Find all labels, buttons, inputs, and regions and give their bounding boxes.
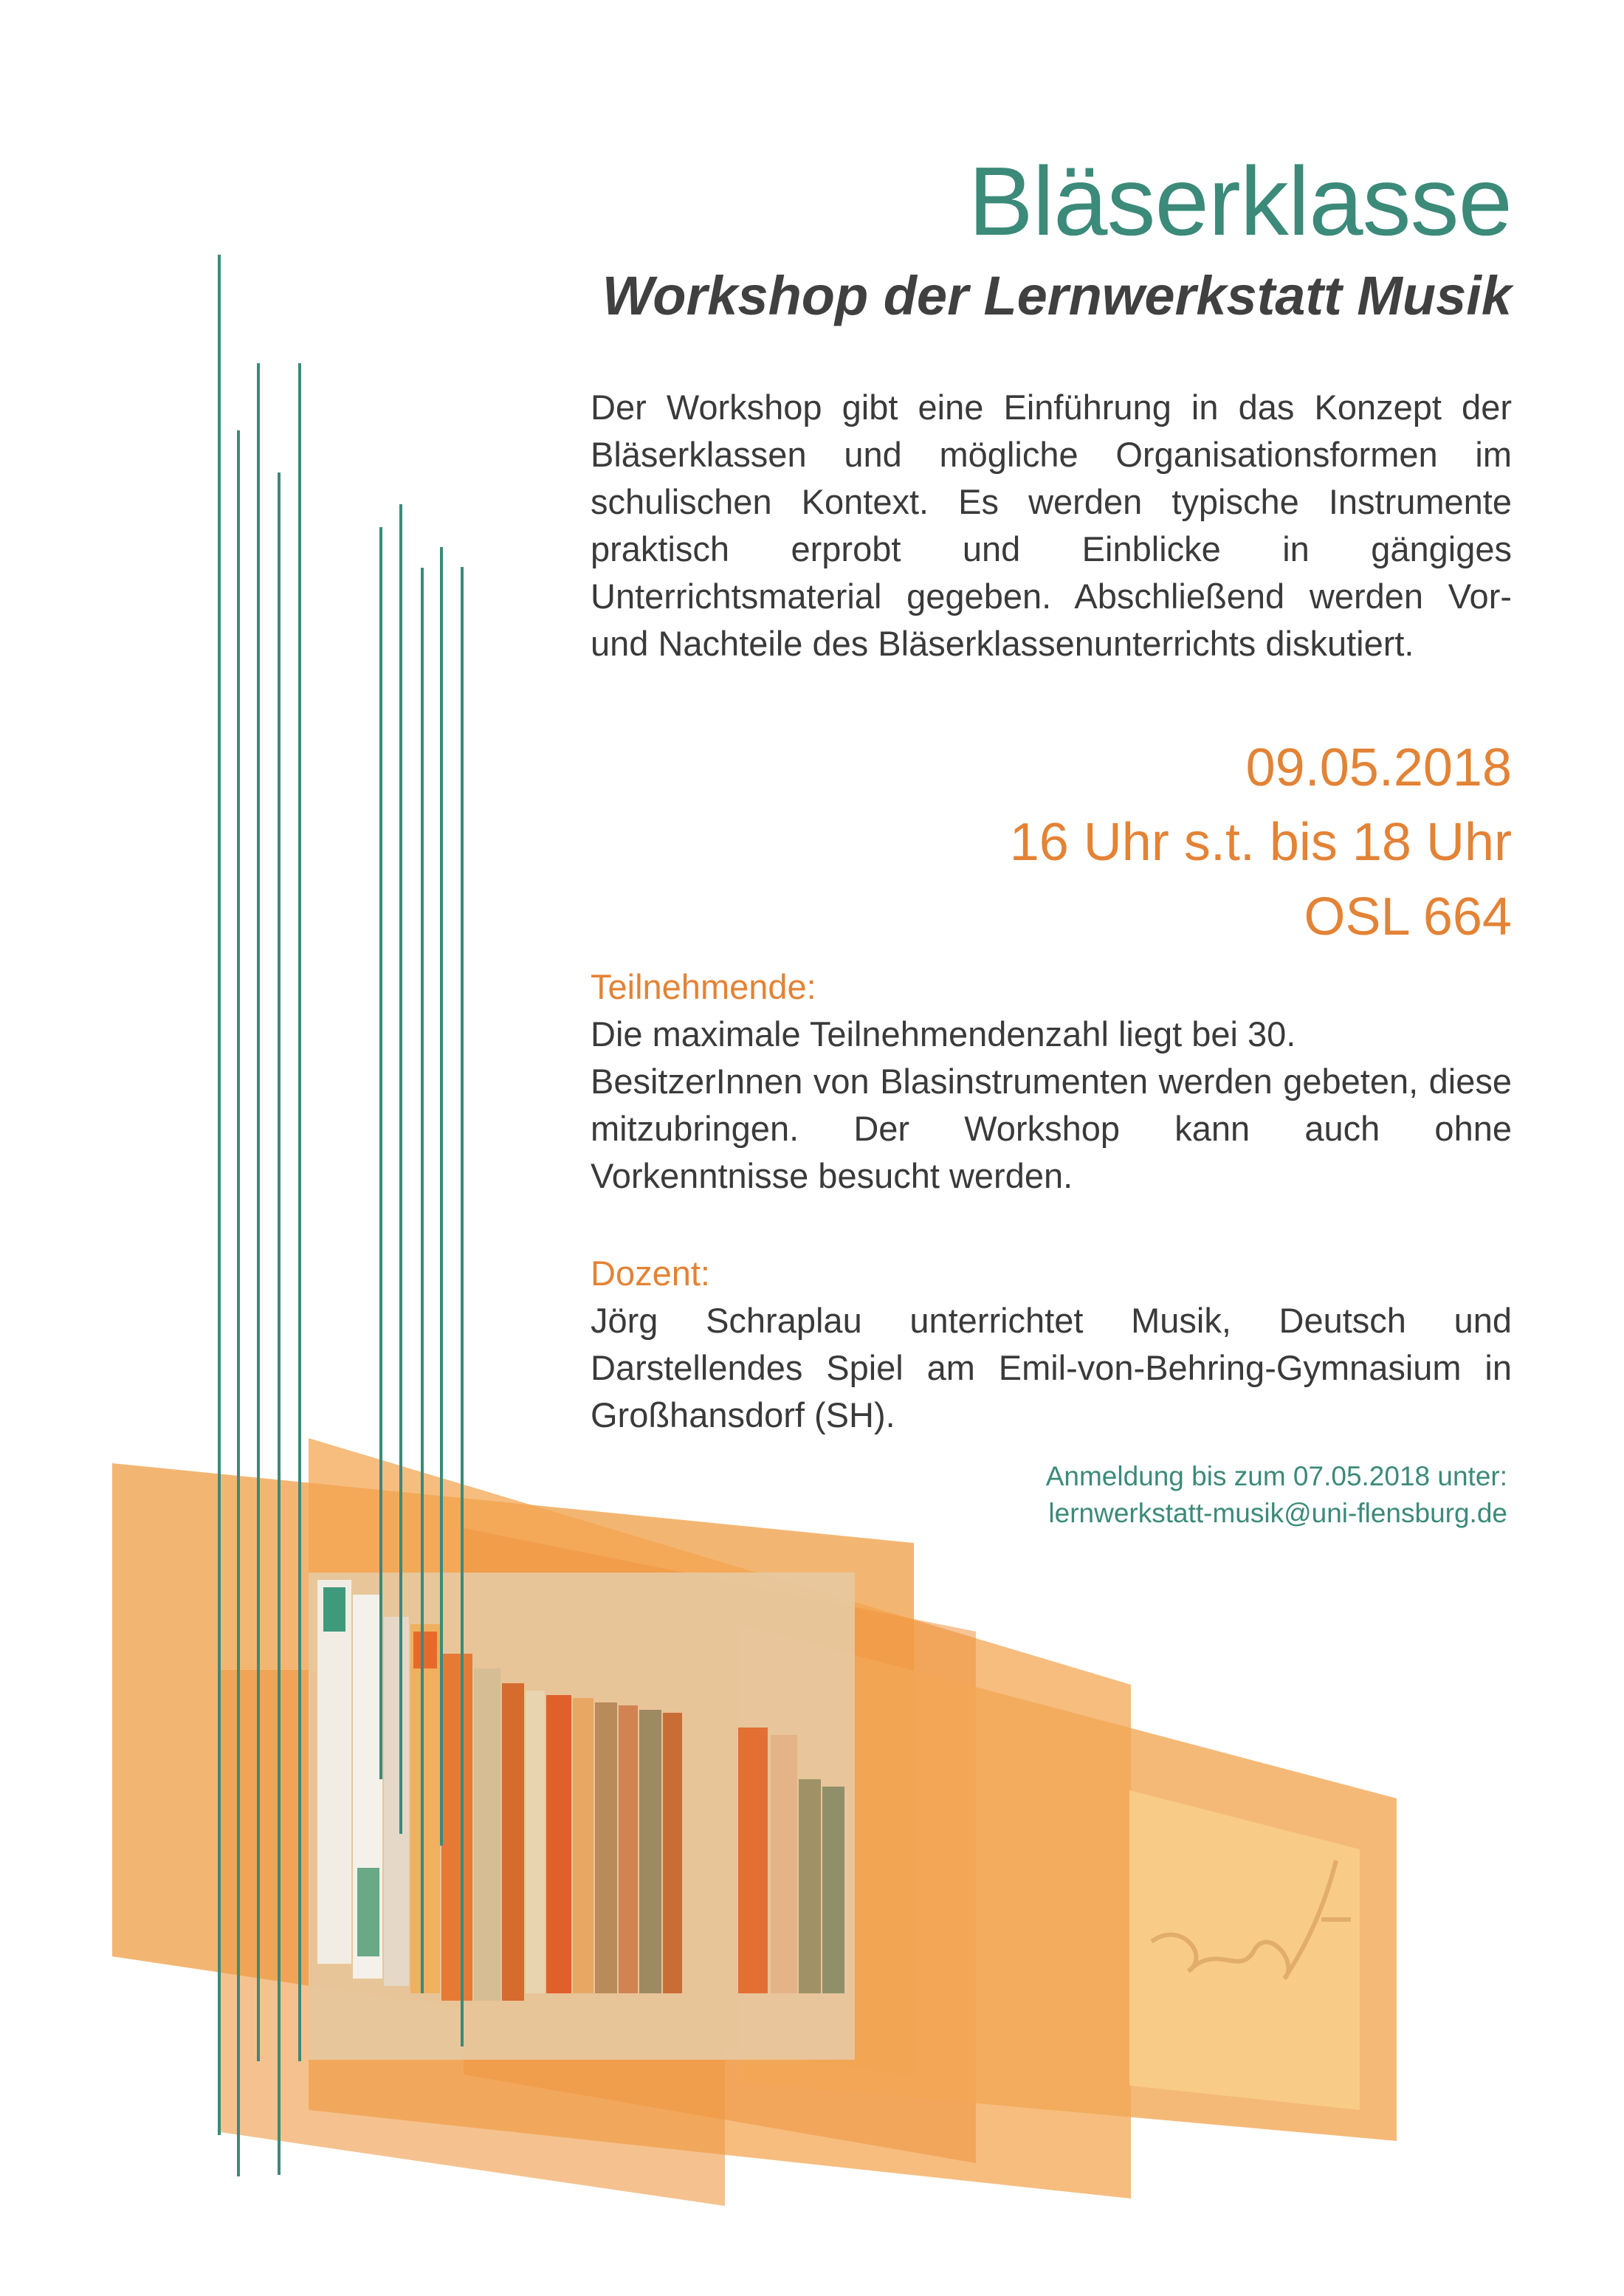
page-subtitle: Workshop der Lernwerkstatt Musik (602, 265, 1512, 326)
book-spine-accent (357, 1868, 379, 1956)
book-spine (573, 1698, 593, 1993)
lecturer-heading: Dozent: (591, 1254, 710, 1293)
book-spine (317, 1580, 351, 1964)
book-spine (526, 1691, 545, 1993)
participants-line-1: Die maximale Teilnehmendenzahl liegt bei 30. (591, 1014, 1296, 1054)
book-spine (822, 1787, 844, 1993)
book-spine (384, 1617, 409, 1986)
lecturer-text: Jörg Schraplau unterrichtet Musik, Deutsch und Darstellendes Spiel am Emil-von-Behring-Gymnasium in Großhansdorf (SH). (591, 1301, 1512, 1434)
event-date: 09.05.2018 (1245, 738, 1512, 797)
participants-text (591, 1011, 1512, 1200)
book-spine (663, 1713, 682, 1993)
book-spine (639, 1710, 661, 1993)
book-spine (502, 1683, 524, 2001)
event-room: OSL 664 (1304, 887, 1512, 946)
book-spine (595, 1702, 617, 1993)
book-spine (619, 1705, 638, 1993)
book-spine (738, 1728, 768, 1993)
book-spine (799, 1779, 821, 1993)
intro-paragraph: Der Workshop gibt eine Einführung in das Konzept der Bläserklassen und mögliche Organisationsformen im schulischen Kontext. Es werden typische Instrumente praktisch erprobt und Einblicke in gängiges Unterrichtsmaterial gegeben. Abschließend werden Vor- und Nachteile des Bläserklassenunterrichts diskutiert. (591, 388, 1512, 663)
book-spine (474, 1668, 500, 2001)
page-title: Bläserklasse (968, 147, 1512, 255)
book-spine-accent (413, 1632, 437, 1668)
registration-note: Anmeldung bis zum 07.05.2018 unter: (1045, 1461, 1507, 1491)
event-time: 16 Uhr s.t. bis 18 Uhr (1009, 813, 1512, 872)
bookshelf-photo (309, 1573, 855, 2060)
participants-paragraph: BesitzerInnen von Blasinstrumenten werden gebeten, diese mitzubringen. Der Workshop kann auch ohne Vorkenntnisse besucht werden. (591, 1062, 1512, 1195)
book-spine (441, 1654, 472, 2001)
book-spine (771, 1735, 797, 1993)
participants-heading: Teilnehmende: (591, 967, 816, 1006)
book-spine-accent (323, 1587, 345, 1632)
book-spine (546, 1695, 571, 1993)
registration-email-link[interactable]: lernwerkstatt-musik@uni-flensburg.de (1048, 1498, 1507, 1528)
book-spine (410, 1624, 440, 1993)
